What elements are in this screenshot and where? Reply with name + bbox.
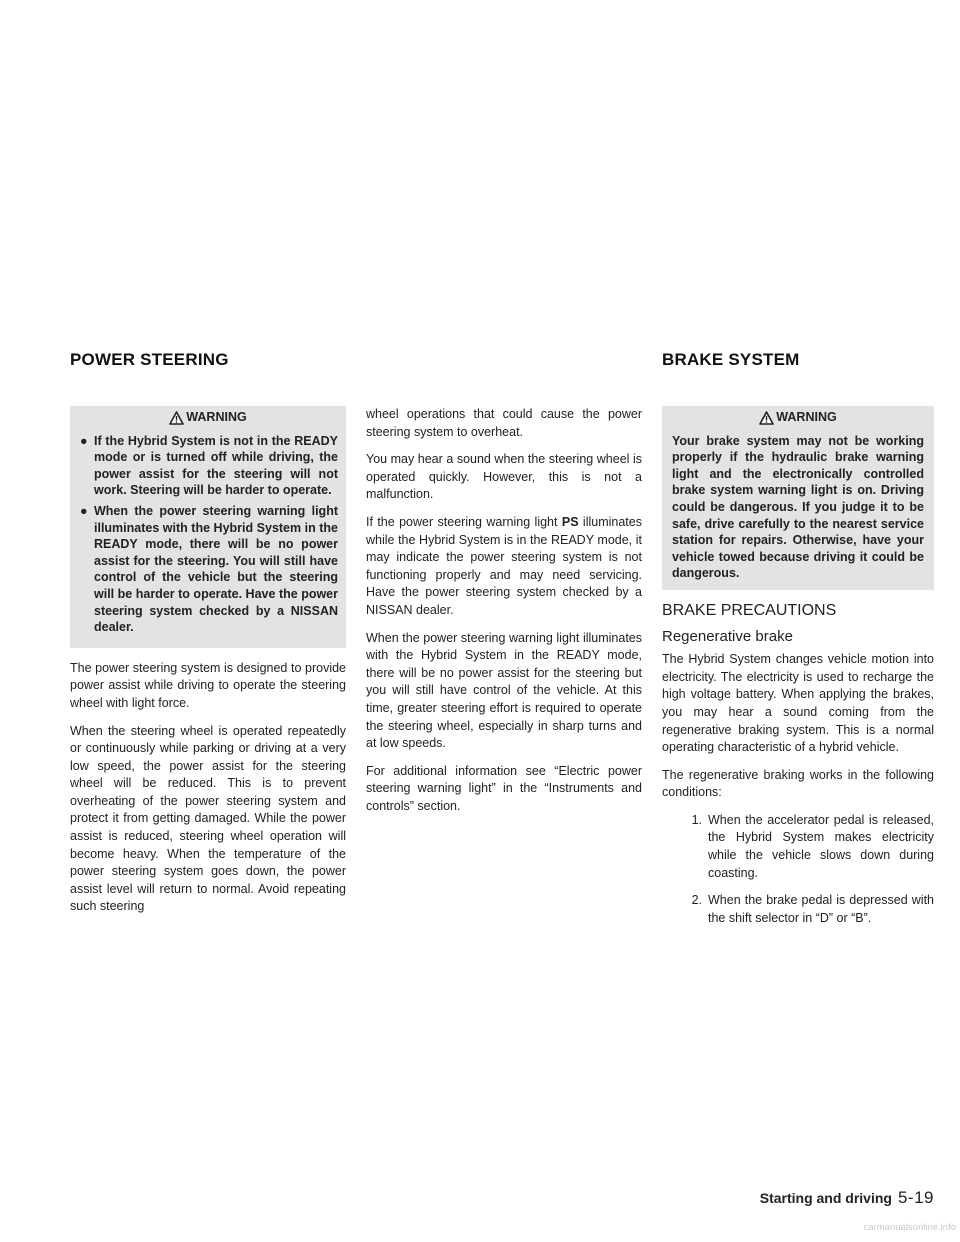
warning-icon [169, 411, 184, 425]
bullet-icon: ● [80, 433, 88, 448]
warning-title-text: WARNING [186, 410, 247, 424]
warning-text: Your brake system may not be working properly if the hydraulic brake warning light and the electronically controlled brake system warning light is on. Driving could be dangerous. If you judge it to be safe, drive carefully to the nearest service station for repairs. Otherwise, have your vehicle towed because driving it could be dangerous. [672, 433, 924, 581]
heading-brake-system: BRAKE SYSTEM [662, 350, 800, 369]
paragraph: You may hear a sound when the steering wheel is operated quickly. However, this is not a malfunction. [366, 452, 642, 502]
paragraph: The regenerative braking works in the following conditions: [662, 767, 934, 800]
page-number: 5-19 [897, 1188, 934, 1207]
warning-icon [759, 411, 774, 425]
list-number: 1. [691, 812, 702, 827]
bullet-icon: ● [80, 503, 88, 518]
heading-power-steering: POWER STEERING [70, 350, 229, 369]
list-text: When the accelerator pedal is released, the Hybrid System makes electricity while the vehicle slows down during coasting. [708, 812, 934, 880]
warning-item [78, 433, 338, 499]
column-2 [366, 406, 642, 825]
warning-box-brake [662, 406, 934, 590]
numbered-list [662, 812, 934, 928]
list-item [662, 812, 934, 882]
warning-item-text: When the power steering warning light illuminates with the Hybrid System in the READY mode, there will be no power assist for the steering. You will still have control of the vehicle but the steering will be harder to operate. Have the power steering system checked by a NISSAN dealer. [94, 503, 338, 635]
paragraph: wheel operations that could cause the power steering system to overheat. [366, 407, 642, 439]
footer-section-name: Starting and driving [759, 1190, 892, 1206]
warning-item [78, 503, 338, 636]
column-3 [662, 406, 934, 937]
paragraph: The Hybrid System changes vehicle motion into electricity. The electricity is used to recharge the high voltage battery. When applying the brakes, you may hear a sound coming from the regenerative braking system. This is a normal operating characteristic of a hybrid vehicle. [662, 652, 934, 755]
paragraph-text: If the power steering warning light [366, 514, 562, 529]
paragraph: When the steering wheel is operated repeatedly or continuously while parking or driving at a very low speed, the power assist for the steering wheel will be reduced. This is to prevent overheating of the power steering system and protect it from getting damaged. While the power assist is reduced, steering wheel operation will become heavy. When the temperature of the power steering system goes down, the power assist level will return to normal. Avoid repeating such steering [70, 723, 346, 914]
column-1 [70, 406, 346, 926]
section-title: BRAKE PRECAUTIONS [662, 601, 837, 619]
paragraph-text: illuminates while the Hybrid System is in the READY mode, it may indicate the power steering system is not functioning properly and may need servicing. Have the power steering system checked by a NISSAN dealer. [366, 514, 642, 617]
ps-warning-symbol: PS [561, 514, 579, 529]
list-item [662, 892, 934, 927]
warning-item-text: If the Hybrid System is not in the READY mode or is turned off while driving, the power assist for the steering will not work. Steering will be harder to operate. [94, 433, 338, 498]
watermark: carmanualsonline.info [863, 1222, 956, 1233]
warning-box-power-steering [70, 406, 346, 648]
subsection-title: Regenerative brake [662, 627, 793, 645]
paragraph: For additional information see “Electric power steering warning light” in the “Instruments and controls” section. [366, 763, 642, 813]
warning-title [670, 406, 926, 433]
paragraph [366, 514, 642, 620]
warning-title-text: WARNING [776, 410, 837, 424]
paragraph: When the power steering warning light illuminates with the Hybrid System in the READY mode, there will be no power assist for the steering but you will still have control of the vehicle. At this time, greater steering effort is required to operate the steering wheel, especially in sharp turns and at low speeds. [366, 630, 642, 751]
page-footer [760, 1188, 934, 1208]
list-number: 2. [691, 893, 702, 908]
warning-title [78, 406, 338, 433]
paragraph: The power steering system is designed to provide power assist while driving to operate the steering wheel with light force. [70, 660, 346, 710]
list-text: When the brake pedal is depressed with the shift selector in “D” or “B”. [708, 893, 934, 925]
